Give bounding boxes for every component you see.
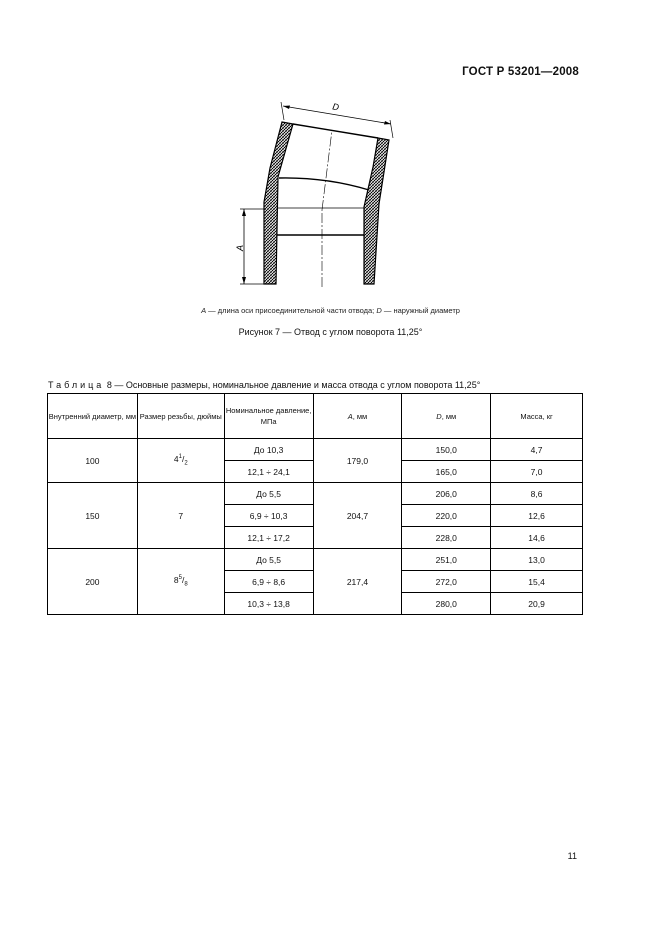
standard-header: ГОСТ Р 53201—2008 xyxy=(462,66,579,78)
table-title-text: 8 — Основные размеры, номинальное давление и масса отвода с углом поворота 11,25° xyxy=(106,380,481,390)
cell-d: 150,0 xyxy=(402,439,491,461)
table-row xyxy=(48,483,583,505)
header-mass: Масса, кг xyxy=(491,394,583,439)
cell-pressure: 6,9 ÷ 8,6 xyxy=(224,571,313,593)
cell-pressure: До 10,3 xyxy=(224,439,313,461)
cell-pressure: До 5,5 xyxy=(224,549,313,571)
header-inner-diameter: Внутренний диаметр, мм xyxy=(48,394,138,439)
header-pressure: Номинальное давление, МПа xyxy=(224,394,313,439)
legend-a-text: — длина оси присоединительной части отвода; xyxy=(206,306,377,315)
dimensions-table xyxy=(47,393,583,615)
cell-pressure: До 5,5 xyxy=(224,483,313,505)
cell-mass: 14,6 xyxy=(491,527,583,549)
figure-legend xyxy=(0,306,661,315)
label-d: D xyxy=(331,101,340,113)
table-header-row xyxy=(48,394,583,439)
cell-mass: 7,0 xyxy=(491,461,583,483)
cell-mass: 15,4 xyxy=(491,571,583,593)
page-number: 11 xyxy=(567,851,577,861)
cell-pressure: 12,1 ÷ 24,1 xyxy=(224,461,313,483)
cell-thread-size: $8^5/_8$ xyxy=(137,549,224,615)
cell-pressure: 6,9 ÷ 10,3 xyxy=(224,505,313,527)
cell-inner-diameter: 200 xyxy=(48,549,138,615)
cell-thread-size: 7 xyxy=(137,483,224,549)
cell-d: 228,0 xyxy=(402,527,491,549)
cell-a: 204,7 xyxy=(313,483,402,549)
right-wall xyxy=(364,138,389,284)
table-title xyxy=(48,380,480,390)
cell-inner-diameter: 100 xyxy=(48,439,138,483)
cell-a: 179,0 xyxy=(313,439,402,483)
cell-d: 251,0 xyxy=(402,549,491,571)
cell-d: 165,0 xyxy=(402,461,491,483)
cell-pressure: 12,1 ÷ 17,2 xyxy=(224,527,313,549)
cell-mass: 13,0 xyxy=(491,549,583,571)
cell-mass: 8,6 xyxy=(491,483,583,505)
legend-a-letter: A xyxy=(201,306,207,315)
legend-d-letter: D xyxy=(376,306,382,315)
cell-pressure: 10,3 ÷ 13,8 xyxy=(224,593,313,615)
header-a: A, мм xyxy=(313,394,402,439)
table-title-prefix: Таблица xyxy=(48,380,105,390)
table-row xyxy=(48,549,583,571)
cell-inner-diameter: 150 xyxy=(48,483,138,549)
table-row xyxy=(48,439,583,461)
elbow-drawing xyxy=(226,92,426,292)
cell-d: 272,0 xyxy=(402,571,491,593)
left-wall xyxy=(264,122,293,284)
label-a: A xyxy=(235,244,245,251)
cell-d: 280,0 xyxy=(402,593,491,615)
cell-mass: 4,7 xyxy=(491,439,583,461)
legend-d-text: — наружный диаметр xyxy=(381,306,460,315)
figure-caption: Рисунок 7 — Отвод с углом поворота 11,25° xyxy=(238,327,423,337)
cell-thread-size: $4^1/_2$ xyxy=(137,439,224,483)
cell-a: 217,4 xyxy=(313,549,402,615)
cell-mass: 12,6 xyxy=(491,505,583,527)
header-thread-size: Размер резьбы, дюймы xyxy=(137,394,224,439)
cell-d: 220,0 xyxy=(402,505,491,527)
cell-d: 206,0 xyxy=(402,483,491,505)
cell-mass: 20,9 xyxy=(491,593,583,615)
header-d: D, мм xyxy=(402,394,491,439)
